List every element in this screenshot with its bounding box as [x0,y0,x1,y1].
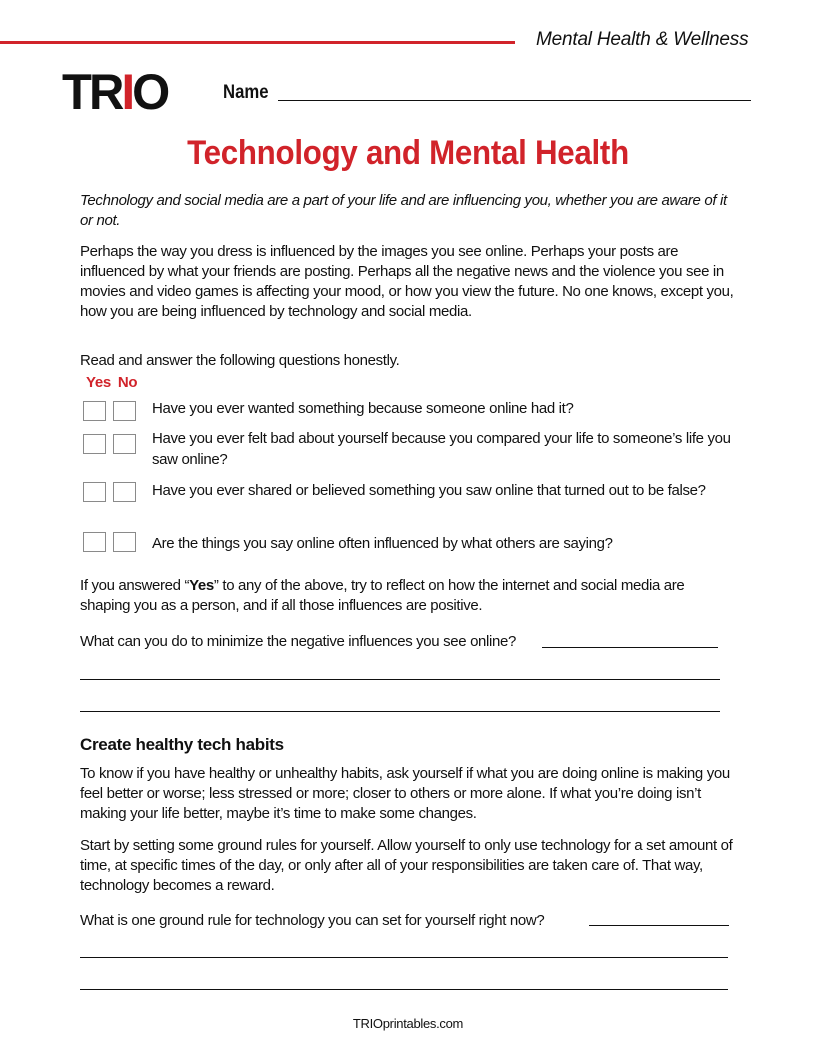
yes-no-header [86,374,140,391]
reflection-answer-line[interactable] [80,679,720,680]
yes-column-label: Yes [86,374,111,391]
page-title: Technology and Mental Health [187,134,629,172]
logo-accent: I [121,64,133,120]
reflection-answer-line[interactable] [80,711,720,712]
no-checkbox[interactable] [113,401,136,421]
reflection-prefix: If you answered “ [80,577,190,594]
no-checkbox[interactable] [113,434,136,454]
habits-answer-line[interactable] [80,957,728,958]
question-text: Are the things you say online often influenced by what others are saying? [152,535,613,552]
habits-answer-line[interactable] [80,989,728,990]
question-text: Have you ever felt bad about yourself because you compared your life to someone’s life you saw online? [152,430,731,468]
trio-logo [62,64,168,120]
logo-suffix: O [132,64,168,120]
habits-prompt: What is one ground rule for technology you can set for yourself right now? [80,912,545,929]
question-text: Have you ever shared or believed something you saw online that turned out to be false? [152,482,706,499]
header-red-rule [0,41,515,44]
footer-site: TRIOprintables.com [352,1016,464,1031]
series-title: Mental Health & Wellness [536,29,749,50]
no-checkbox[interactable] [113,482,136,502]
reflection-prompt: What can you do to minimize the negative influences you see online? [80,633,516,650]
question-text: Have you ever wanted something because someone online had it? [152,400,574,417]
intro-italic-paragraph: Technology and social media are a part of your life and are influencing you, whether you are aware of it or not. [80,192,727,229]
no-checkbox[interactable] [113,532,136,552]
reflection-suffix: ” to any of the above, try to reflect on how the internet and social media are shaping you as a person, and if all those influences are positive. [80,577,685,614]
reflection-yes-emphasis: Yes [189,577,214,594]
yes-checkbox[interactable] [83,401,106,421]
yes-checkbox[interactable] [83,482,106,502]
name-field[interactable] [278,100,751,101]
habits-heading: Create healthy tech habits [80,735,284,754]
habits-paragraph-2: Start by setting some ground rules for yourself. Allow yourself to only use technology for a set amount of time, at specific times of the day, or only after all of your responsibilities are taken care of. That way, technology becomes a reward. [80,837,733,894]
reflection-paragraph [80,576,730,616]
name-label: Name [223,82,269,103]
questionnaire-instructions: Read and answer the following questions honestly. [80,352,400,369]
logo-prefix: TR [62,64,122,120]
habits-paragraph-1: To know if you have healthy or unhealthy habits, ask yourself if what you are doing online is making you feel better or worse; less stressed or more; closer to others or more alone. If what you’re doing isn’t making your life better, maybe it’s time to make some changes. [80,765,730,822]
no-column-label: No [117,374,138,391]
yes-checkbox[interactable] [83,532,106,552]
habits-answer-line[interactable] [589,925,729,926]
yes-checkbox[interactable] [83,434,106,454]
intro-paragraph: Perhaps the way you dress is influenced by the images you see online. Perhaps your posts are influenced by what your friends are posting. Perhaps all the negative news and the violence you see in movies and video games is affecting your mood, or how you view the future. No one knows, except you, how you are being influenced by technology and social media. [80,243,734,320]
reflection-answer-line[interactable] [542,647,718,648]
